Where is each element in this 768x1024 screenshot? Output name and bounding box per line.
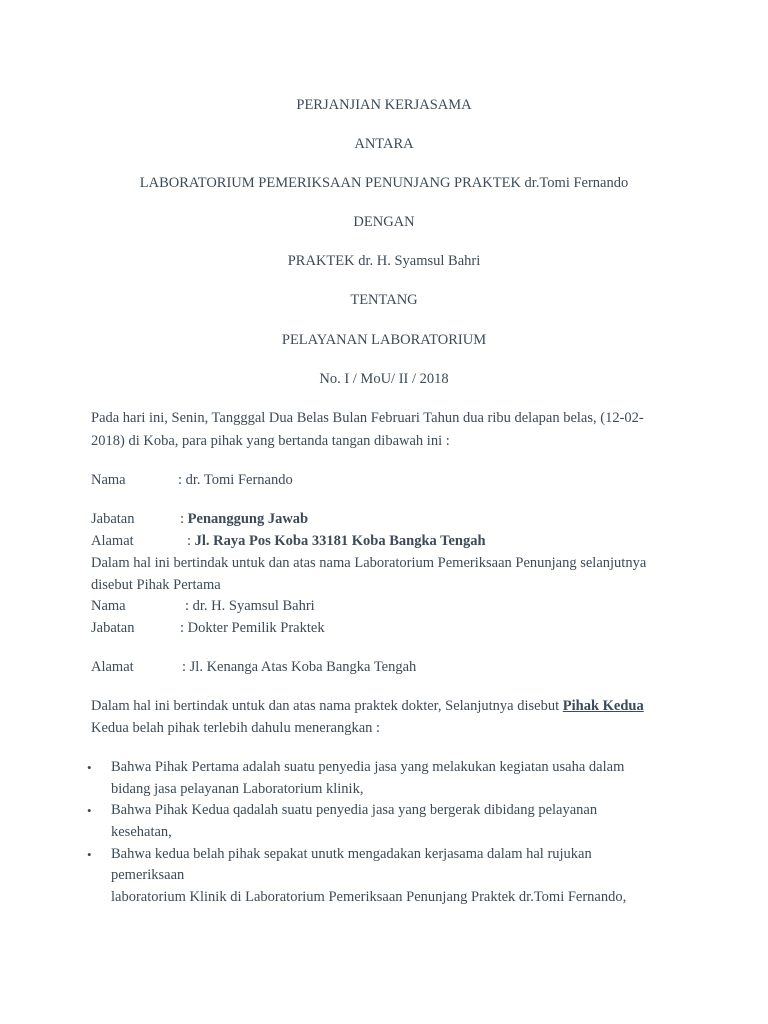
intro-line-2: 2018) di Koba, para pihak yang bertanda tangan dibawah ini : (91, 433, 450, 449)
party1-jabatan-value: Penanggung Jawab (187, 511, 309, 527)
title-line-7: PELAYANAN LABORATORIUM (281, 332, 487, 348)
bullet-3-line-1: Bahwa kedua belah pihak sepakat unutk mengadakan kerjasama dalam hal rujukan (111, 846, 592, 862)
party2-desc-text: Dalam hal ini bertindak untuk dan atas nama praktek dokter, Selanjutnya disebut (91, 698, 560, 714)
document-number: No. I / MoU/ II / 2018 (319, 371, 449, 387)
party2-jabatan-label: Jabatan (91, 620, 135, 636)
party2-nama-label: Nama (91, 598, 126, 614)
bullet-1-line-2: bidang jasa pelayanan Laboratorium klinik, (111, 781, 364, 797)
party1-alamat-field (187, 533, 486, 550)
title-line-3: LABORATORIUM PEMERIKSAAN PENUNJANG PRAKTEK dr.Tomi Fernando (139, 175, 629, 191)
party2-nama-value: : dr. H. Syamsul Bahri (185, 598, 315, 614)
bullet-3-icon: • (87, 847, 92, 862)
bullet-3-line-2: pemeriksaan (111, 867, 185, 883)
title-line-2: ANTARA (354, 136, 414, 152)
party1-alamat-label: Alamat (91, 533, 134, 549)
bullet-1-icon: • (87, 760, 92, 775)
bullet-2-line-2: kesehatan, (111, 824, 172, 840)
party1-nama-value: : dr. Tomi Fernando (178, 472, 293, 488)
bullet-3-line-3: laboratorium Klinik di Laboratorium Pemeriksaan Penunjang Praktek dr.Tomi Fernando, (111, 889, 627, 905)
party1-desc-line-1: Dalam hal ini bertindak untuk dan atas nama Laboratorium Pemeriksaan Penunjang selanjutnya (91, 555, 647, 571)
party2-alamat-label: Alamat (91, 659, 134, 675)
title-line-5: PRAKTEK dr. H. Syamsul Bahri (287, 253, 481, 269)
party1-alamat-colon: : (187, 533, 192, 549)
pihak-kedua-emphasis: Pihak Kedua (562, 698, 644, 714)
party1-jabatan-colon: : (180, 511, 185, 527)
party2-jabatan-value: : Dokter Pemilik Praktek (180, 620, 325, 636)
party2-desc-line-2: Kedua belah pihak terlebih dahulu menerangkan : (91, 720, 381, 736)
bullet-2-line-1: Bahwa Pihak Kedua qadalah suatu penyedia jasa yang bergerak dibidang pelayanan (111, 802, 598, 818)
bullet-2-icon: • (87, 803, 92, 818)
title-line-6: TENTANG (350, 292, 418, 308)
party1-alamat-value: Jl. Raya Pos Koba 33181 Koba Bangka Tengah (194, 533, 486, 549)
party1-jabatan-label: Jabatan (91, 511, 135, 527)
title-line-4: DENGAN (353, 214, 415, 230)
title-line-1: PERJANJIAN KERJASAMA (296, 97, 472, 113)
intro-line-1: Pada hari ini, Senin, Tangggal Dua Belas Bulan Februari Tahun dua ribu delapan belas, (12-02- (91, 410, 644, 426)
party1-desc-line-2: disebut Pihak Pertama (91, 577, 221, 593)
party2-alamat-value: : Jl. Kenanga Atas Koba Bangka Tengah (182, 659, 417, 675)
bullet-1-line-1: Bahwa Pihak Pertama adalah suatu penyedia jasa yang melakukan kegiatan usaha dalam (111, 759, 625, 775)
party1-jabatan-field (180, 511, 308, 528)
party2-desc-line-1 (91, 698, 644, 715)
party1-nama-label: Nama (91, 472, 126, 488)
